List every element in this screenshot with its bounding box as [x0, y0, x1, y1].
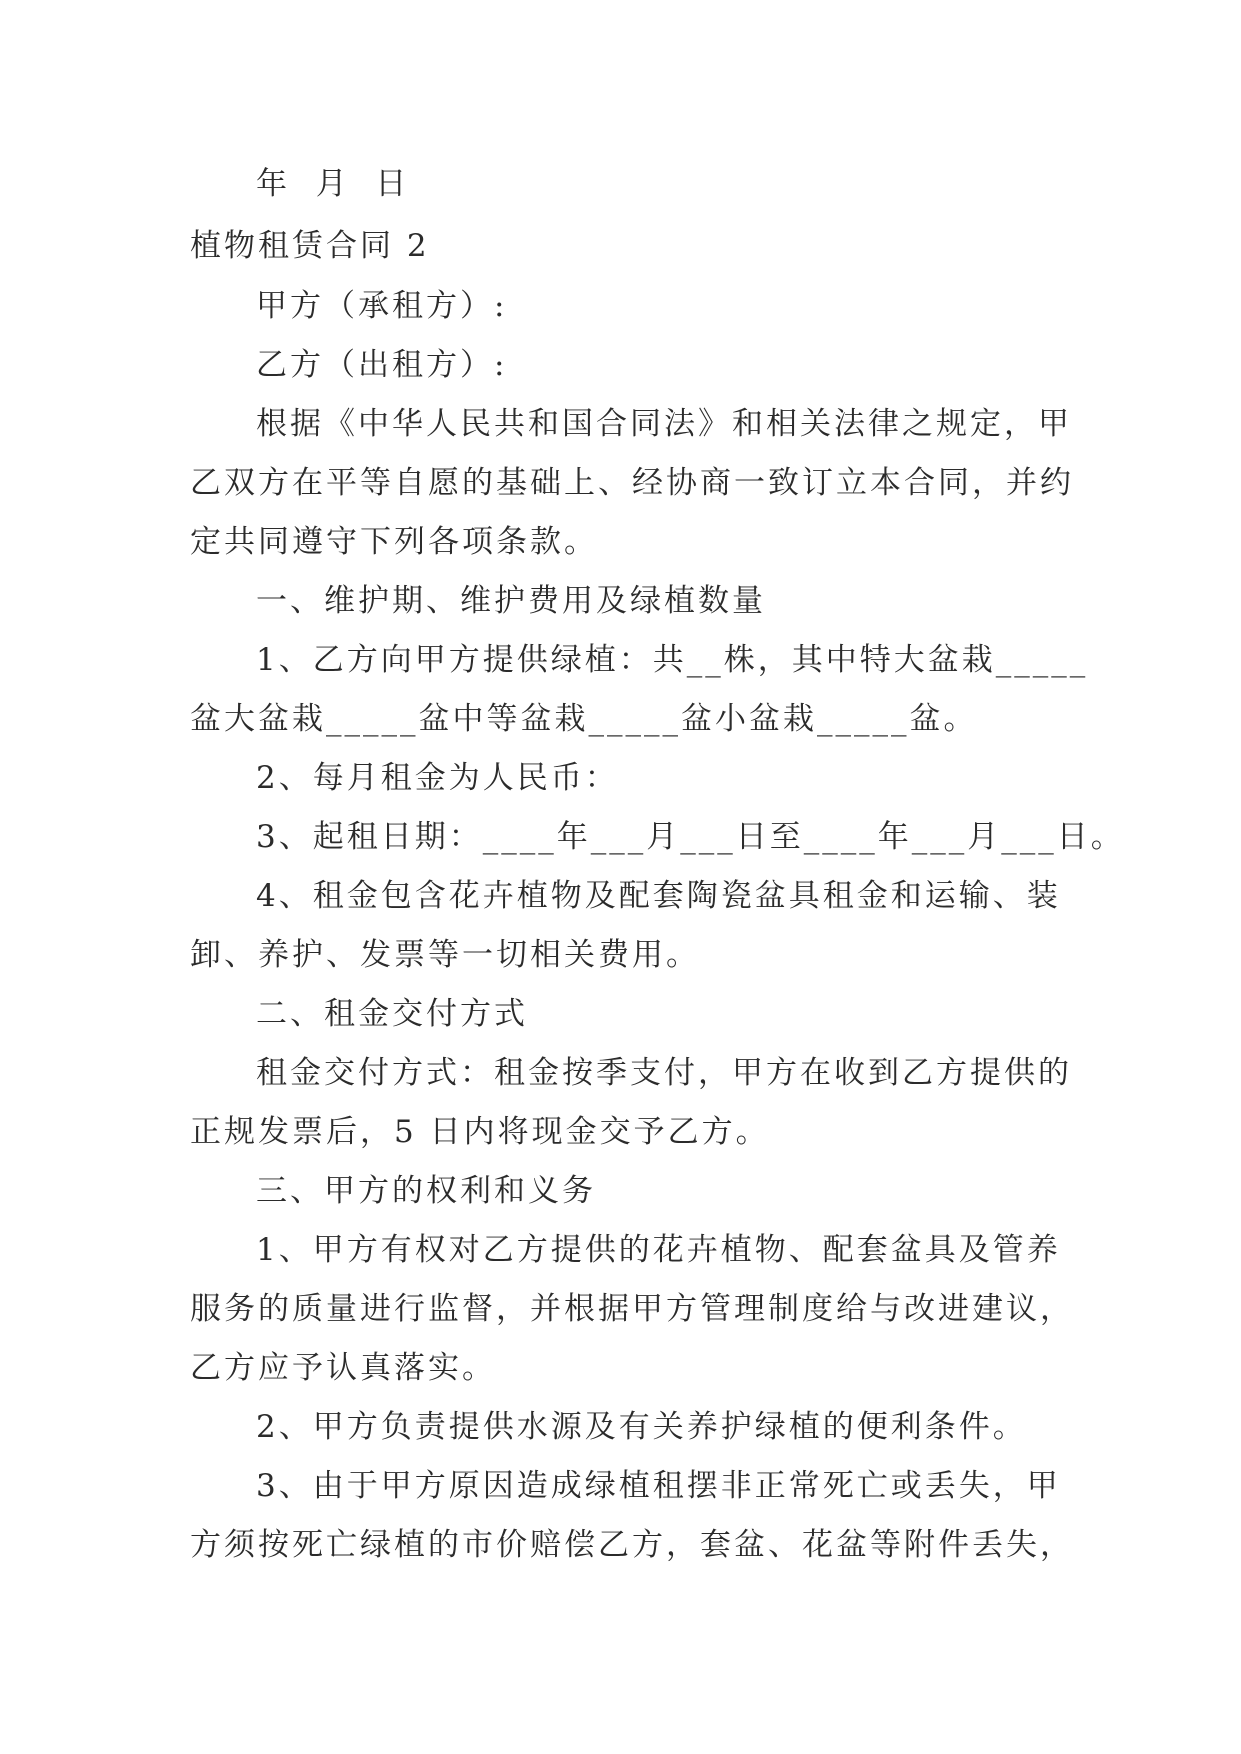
section-3-item-1-line-2: 服务的质量进行监督，并根据甲方管理制度给与改进建议，: [190, 1291, 1074, 1327]
intro-line-2: 乙双方在平等自愿的基础上、经协商一致订立本合同，并约: [190, 465, 1074, 501]
intro-line-1: 根据《中华人民共和国合同法》和相关法律之规定，甲: [256, 406, 1072, 442]
section-1-item-4-line-1: 4、租金包含花卉植物及配套陶瓷盆具租金和运输、装: [256, 878, 1061, 914]
date-line: 年 月 日: [256, 166, 410, 202]
section-2-heading: 二、租金交付方式: [256, 996, 528, 1032]
section-3-item-3-line-2: 方须按死亡绿植的市价赔偿乙方，套盆、花盆等附件丢失，: [190, 1527, 1074, 1563]
section-1-item-4-line-2: 卸、养护、发票等一切相关费用。: [190, 937, 700, 973]
section-1-item-2: 2、每月租金为人民币：: [256, 760, 619, 796]
section-1-heading: 一、维护期、维护费用及绿植数量: [256, 583, 766, 619]
contract-title: 植物租赁合同 2: [190, 228, 430, 264]
section-2-body-line-2: 正规发票后，5 日内将现金交予乙方。: [190, 1114, 770, 1150]
section-1-item-3: 3、起租日期：____年___月___日至____年___月___日。: [256, 819, 1125, 855]
intro-line-3: 定共同遵守下列各项条款。: [190, 524, 598, 560]
section-1-item-1-line-1: 1、乙方向甲方提供绿植：共__株，其中特大盆栽_____: [256, 642, 1089, 678]
section-3-item-1-line-1: 1、甲方有权对乙方提供的花卉植物、配套盆具及管养: [256, 1232, 1061, 1268]
party-b-line: 乙方（出租方）:: [256, 347, 508, 383]
section-3-item-2: 2、甲方负责提供水源及有关养护绿植的便利条件。: [256, 1409, 1027, 1445]
section-3-item-1-line-3: 乙方应予认真落实。: [190, 1350, 496, 1386]
section-1-item-1-line-2: 盆大盆栽_____盆中等盆栽_____盆小盆栽_____盆。: [190, 701, 978, 737]
section-3-item-3-line-1: 3、由于甲方原因造成绿植租摆非正常死亡或丢失，甲: [256, 1468, 1061, 1504]
section-3-heading: 三、甲方的权利和义务: [256, 1173, 596, 1209]
party-a-line: 甲方（承租方）:: [256, 288, 508, 324]
section-2-body-line-1: 租金交付方式：租金按季支付，甲方在收到乙方提供的: [256, 1055, 1072, 1091]
